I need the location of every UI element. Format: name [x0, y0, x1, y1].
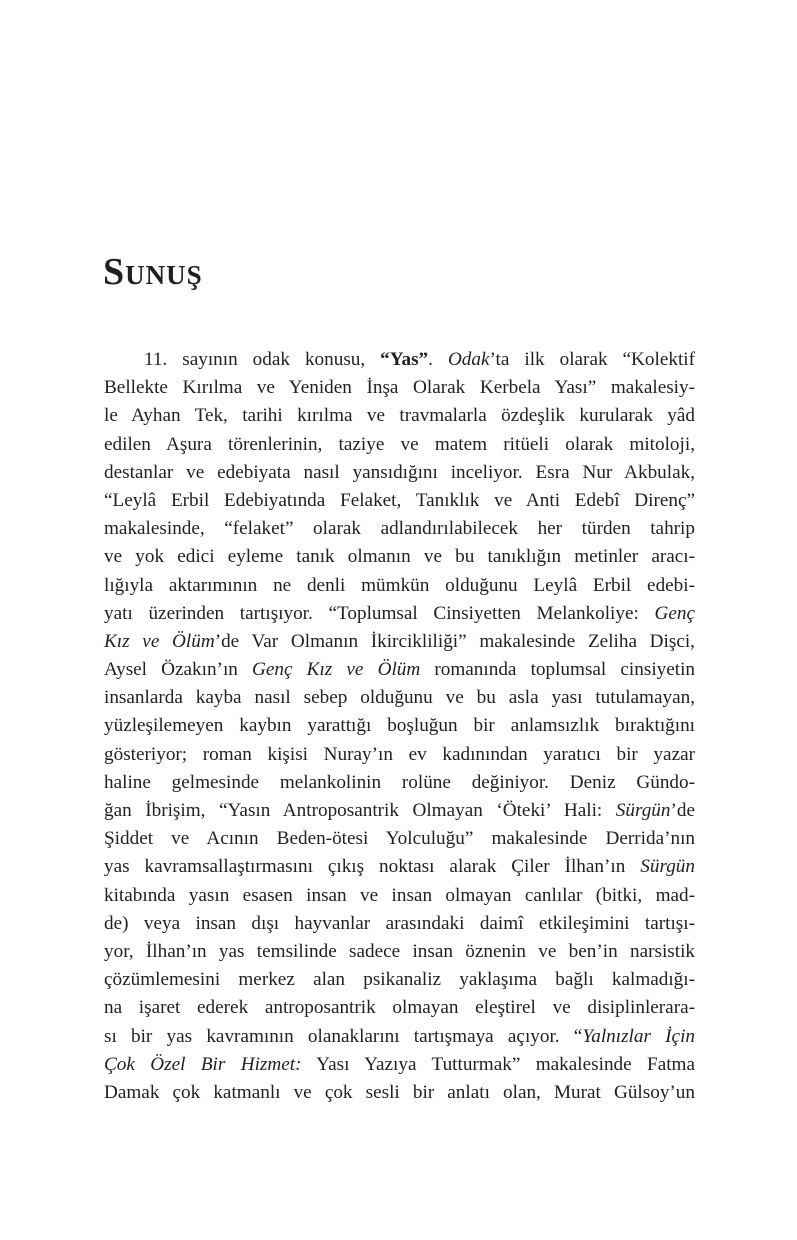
text-run: lığıyla aktarımının ne denli mümkün olduğunu Leylâ Erbil edebi- — [104, 574, 695, 596]
text-run: yas kavramsallaştırmasını çıkış noktası alarak Çiler İlhan’ın — [104, 856, 641, 878]
text-line — [104, 910, 695, 938]
text-line — [104, 374, 695, 402]
text-run: makalesinde, “felaket” olarak adlandırılabilecek her türden tahrip — [104, 518, 695, 540]
text-line — [104, 938, 695, 966]
text-run: Yası Yazıya Tutturmak” makalesinde Fatma — [301, 1053, 695, 1075]
text-line — [104, 459, 695, 487]
text-line — [104, 628, 695, 656]
text-run: de) veya insan dışı hayvanlar arasındaki daimî etkileşimini tartışı- — [104, 912, 695, 934]
text-run: ’de Var Olmanın İkircikliliği” makalesinde Zeliha Dişci, — [214, 630, 695, 652]
text-line — [104, 515, 695, 543]
text-run: sı bir yas kavramının olanaklarını tartışmaya açıyor. “ — [104, 1025, 583, 1047]
text-run: le Ayhan Tek, tarihi kırılma ve travmalarla özdeşlik kurularak yâd — [104, 405, 695, 427]
text-run: Aysel Özakın’ın — [104, 659, 253, 681]
page-title: Sunuş — [103, 251, 203, 293]
text-line — [104, 1079, 695, 1107]
text-run: romanında toplumsal cinsiyetin — [420, 659, 696, 681]
text-run: edilen Aşura törenlerinin, taziye ve matem ritüeli olarak mitoloji, — [104, 433, 695, 455]
text-run: 11. sayının odak konusu, — [144, 349, 381, 370]
text-line — [104, 853, 695, 881]
text-line — [104, 684, 695, 712]
text-run: yüzleşilemeyen kaybın yarattığı boşluğun bir anlamsızlık bıraktığını — [104, 715, 695, 737]
text-line — [104, 600, 695, 628]
text-line — [104, 402, 695, 430]
text-run: Damak çok katmanlı ve çok sesli bir anlatı olan, Murat Gülsoy’un — [104, 1081, 695, 1103]
text-line — [104, 543, 695, 571]
italic-text: Sürgün — [615, 800, 671, 821]
bold-text: “Yas” — [380, 349, 429, 370]
italic-text: Çok Özel Bir Hizmet: — [104, 1053, 302, 1075]
italic-text: Kız ve Ölüm — [104, 630, 215, 652]
text-line — [104, 431, 695, 459]
text-run: ve yok edici eyleme tanık olmanın ve bu tanıklığın metinler aracı- — [104, 546, 695, 568]
text-run: insanlarda kayba nasıl sebep olduğunu ve bu asla yası tutulamayan, — [104, 687, 695, 709]
text-run: . — [428, 349, 448, 370]
text-line — [104, 1051, 695, 1079]
italic-text: Sürgün — [640, 856, 695, 878]
italic-text: Genç — [654, 602, 695, 624]
text-run: Şiddet ve Acının Beden-ötesi Yolculuğu” makalesinde Derrida’nın — [104, 828, 695, 850]
text-run: Bellekte Kırılma ve Yeniden İnşa Olarak Kerbela Yası” makalesiy- — [104, 377, 695, 399]
text-run: destanlar ve edebiyata nasıl yansıdığını inceliyor. Esra Nur Akbulak, — [104, 461, 695, 483]
text-run: ğan İbrişim, “Yasın Antroposantrik Olmayan ‘Öteki’ Hali: — [104, 800, 616, 821]
text-run: “Leylâ Erbil Edebiyatında Felaket, Tanıklık ve Anti Edebî Direnç” — [104, 489, 695, 511]
text-run: ’de — [670, 800, 695, 821]
text-line — [104, 994, 695, 1022]
text-line — [104, 487, 695, 515]
text-run: çözümlemesini merkez alan psikanaliz yaklaşıma bağlı kalmadığı- — [104, 969, 695, 991]
text-run: kitabında yasın esasen insan ve insan olmayan canlılar (bitki, mad- — [104, 884, 695, 906]
text-line — [104, 346, 695, 374]
text-line — [104, 882, 695, 910]
text-run: na işaret ederek antroposantrik olmayan eleştirel ve disiplinlerara- — [104, 997, 695, 1019]
text-run: yor, İlhan’ın yas temsilinde sadece insan öznenin ve ben’in narsistik — [104, 940, 695, 962]
body-paragraph — [104, 346, 695, 1107]
italic-text: Genç Kız ve Ölüm — [252, 659, 421, 681]
text-line — [104, 572, 695, 600]
italic-text: Odak — [447, 349, 490, 370]
text-line — [104, 656, 695, 684]
text-run: ’ta ilk olarak “Kolektif — [489, 349, 695, 370]
text-line — [104, 769, 695, 797]
text-line — [104, 741, 695, 769]
italic-text: Yalnızlar İçin — [582, 1025, 695, 1047]
text-line — [104, 966, 695, 994]
text-line — [104, 1023, 695, 1051]
text-line — [104, 825, 695, 853]
text-line — [104, 712, 695, 740]
text-run: haline gelmesinde melankolinin rolüne değiniyor. Deniz Gündo- — [104, 771, 695, 793]
text-line — [104, 797, 695, 825]
text-run: gösteriyor; roman kişisi Nuray’ın ev kadınından yaratıcı bir yazar — [104, 743, 695, 765]
text-run: yatı üzerinden tartışıyor. “Toplumsal Cinsiyetten Melankoliye: — [104, 602, 655, 624]
